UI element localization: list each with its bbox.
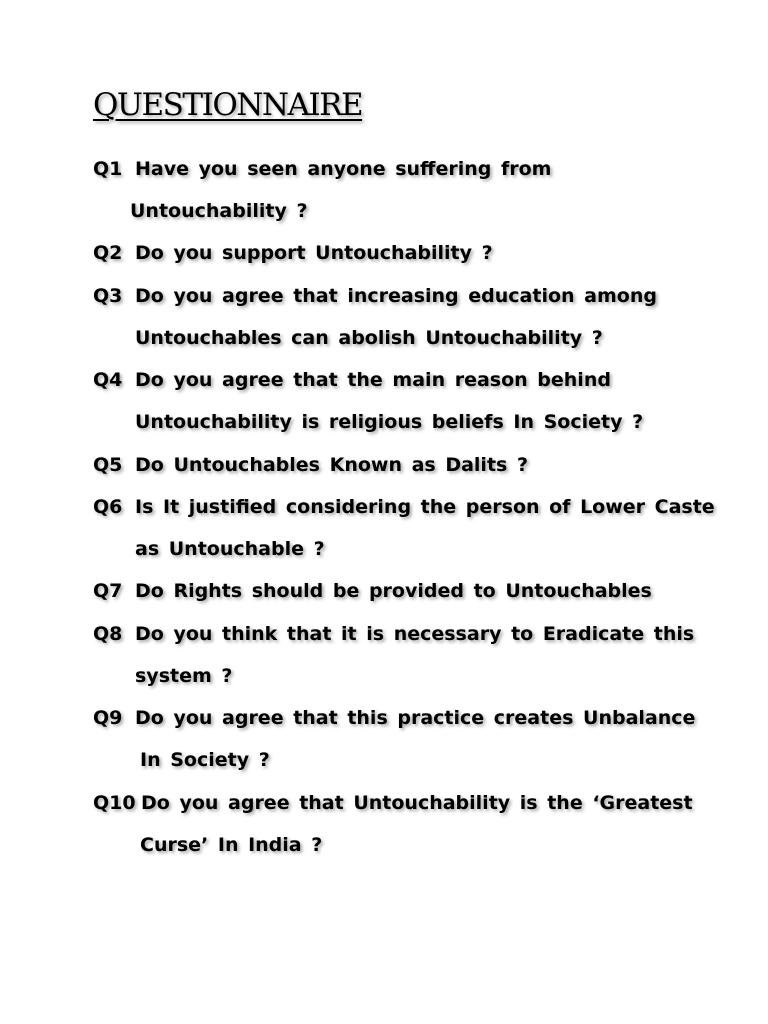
question-10-continued: Curse’ In India ?: [140, 834, 323, 856]
question-4: [93, 366, 611, 394]
question-1-continued: Untouchability ?: [130, 200, 308, 222]
question-text: Do you agree that the main reason behind: [135, 369, 611, 391]
question-3-continued: Untouchables can abolish Untouchability ?: [135, 327, 603, 349]
question-text: Do you agree that this practice creates Unbalance: [135, 707, 696, 729]
question-text: Is It justified considering the person of Lower Caste: [135, 496, 715, 518]
question-text: Do you agree that increasing education among: [135, 285, 657, 307]
question-4-continued: Untouchability is religious beliefs In Society ?: [135, 411, 644, 433]
question-number: Q5: [93, 454, 123, 476]
question-number: Q7: [93, 580, 123, 602]
question-2: [93, 239, 493, 267]
question-3: [93, 282, 657, 310]
question-number: Q9: [93, 707, 123, 729]
question-5: [93, 451, 528, 479]
question-number: Q6: [93, 496, 123, 518]
question-text: Do you agree that Untouchability is the ‘Greatest: [141, 792, 693, 814]
question-text: Do Untouchables Known as Dalits ?: [135, 454, 528, 476]
question-6: [93, 493, 715, 521]
question-8: [93, 620, 694, 648]
question-8-continued: system ?: [135, 665, 233, 687]
question-number: Q8: [93, 623, 123, 645]
question-6-continued: as Untouchable ?: [135, 538, 325, 560]
question-9-continued: In Society ?: [140, 749, 270, 771]
question-text: Have you seen anyone suffering from: [135, 158, 552, 180]
question-text: Do you support Untouchability ?: [135, 242, 493, 264]
question-9: [93, 704, 695, 732]
question-text: Do you think that it is necessary to Eradicate this: [135, 623, 695, 645]
question-7: [93, 577, 652, 605]
question-10: [93, 789, 693, 817]
question-number: Q4: [93, 369, 123, 391]
page-title: QUESTIONNAIRE: [93, 87, 363, 123]
question-text: Do Rights should be provided to Untouchables: [135, 580, 652, 602]
question-number: Q3: [93, 285, 123, 307]
question-number: Q1: [93, 158, 123, 180]
question-number: Q2: [93, 242, 123, 264]
question-number: Q10: [93, 792, 136, 814]
question-1: [93, 155, 551, 183]
